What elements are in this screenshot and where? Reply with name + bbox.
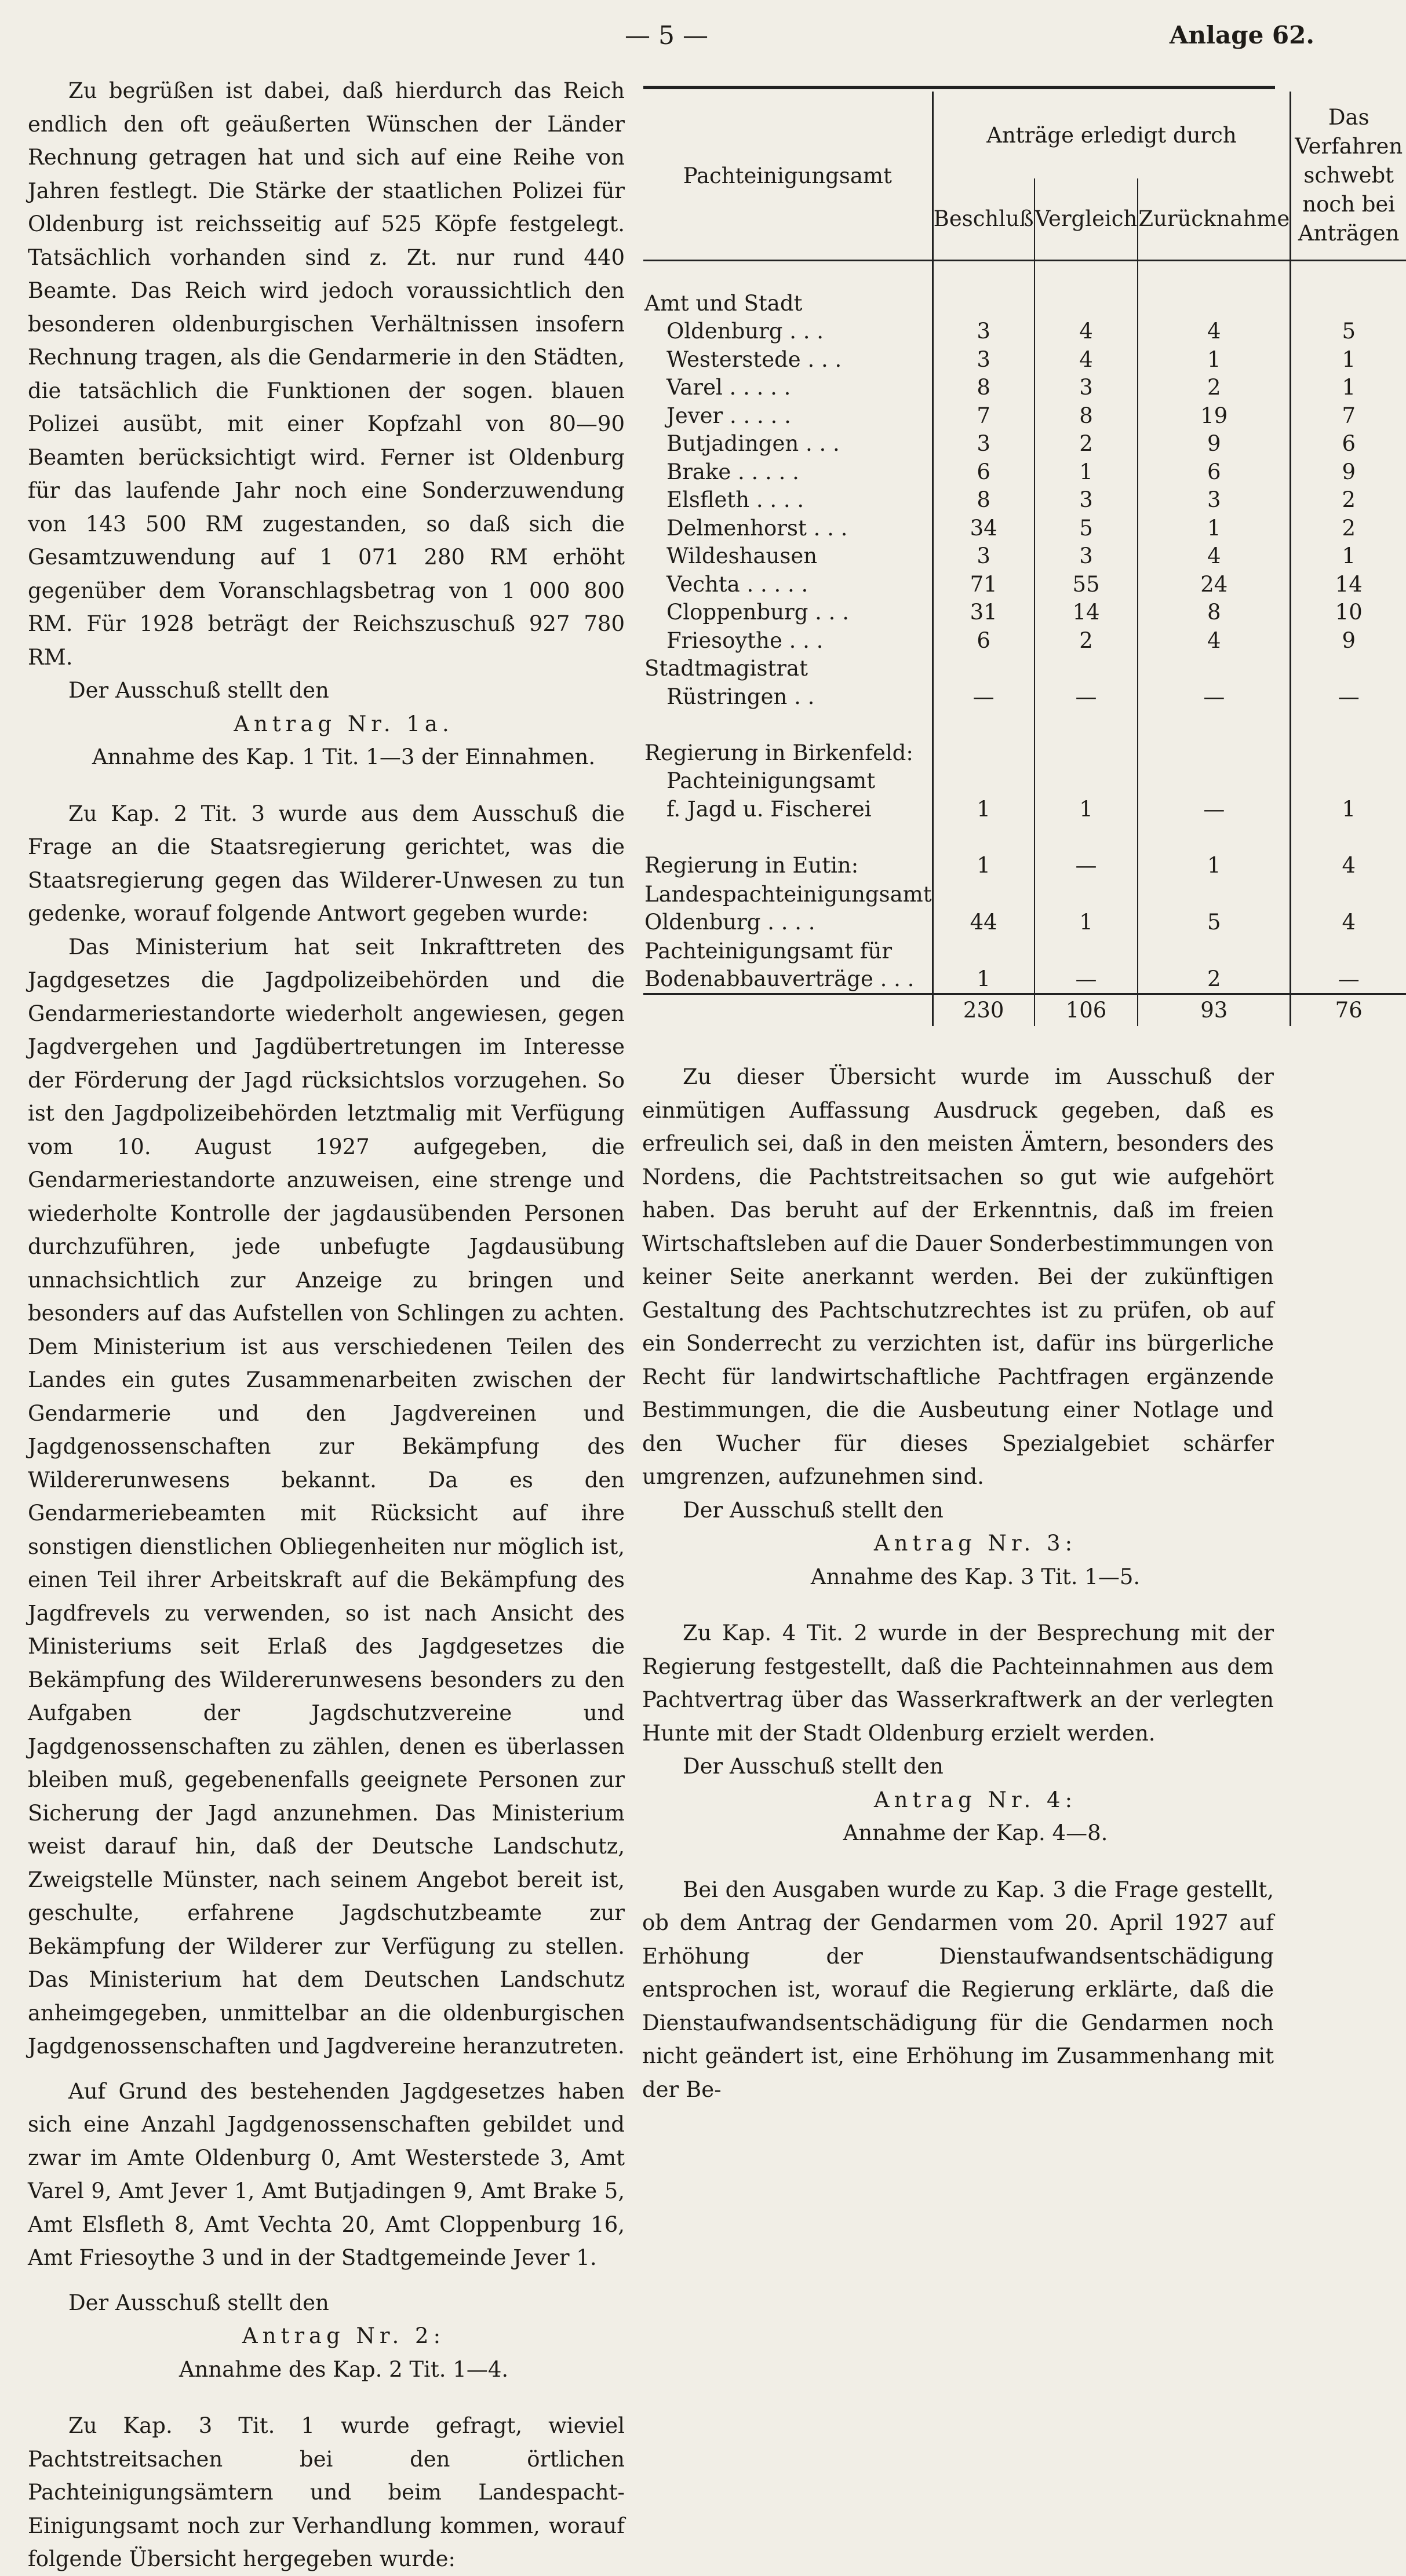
value-cell-beschluss: 6 — [933, 458, 1035, 487]
value-cell-schwebt: — — [1338, 684, 1360, 709]
value-cell-zurueck: 24 — [1138, 571, 1290, 599]
col-header-decision: Beschluß — [933, 178, 1035, 261]
value-cell-vergleich: 3 — [1035, 542, 1138, 571]
motion-3-title: Antrag Nr. 3: — [873, 1531, 1077, 1556]
paragraph-kap4: Zu Kap. 4 Tit. 2 wurde in der Besprechung mit der Regierung festgestellt, daß die Pachteinnahmen aus dem Pachtvertrag über das Wasserkraftwerk an der verlegten Hunte mit der Stadt Oldenburg erzielt werden. — [642, 1621, 1274, 1746]
col-header-withdrawal: Zurücknahme — [1138, 178, 1290, 261]
value-cell-schwebt — [1291, 655, 1406, 683]
value-cell-zurueck: 8 — [1138, 599, 1290, 627]
table-row — [643, 711, 1406, 739]
col-header-office: Pachteinigungsamt — [643, 92, 933, 261]
value-cell-zurueck — [1138, 711, 1290, 739]
motion-1a-title: Antrag Nr. 1a. — [234, 711, 454, 736]
value-cell-beschluss: 8 — [933, 374, 1035, 402]
office-name-cell: Pachteinigungsamt für Bodenabbauverträge . . . — [643, 936, 933, 994]
table-row — [643, 318, 1406, 346]
value-cell-zurueck — [1138, 290, 1290, 318]
value-cell-beschluss: 3 — [933, 542, 1035, 571]
table-row — [643, 515, 1406, 543]
value-cell-zurueck: 2 — [1138, 374, 1290, 402]
value-cell-beschluss: 8 — [933, 486, 1035, 515]
value-cell-vergleich: 1 — [1035, 458, 1138, 487]
value-cell-vergleich: 2 — [1035, 627, 1138, 655]
value-cell-beschluss: 1 — [933, 796, 1035, 824]
table-row — [643, 823, 1406, 852]
value-cell-vergleich: 14 — [1035, 599, 1138, 627]
paragraph-gendarmes-expenses: Bei den Ausgaben wurde zu Kap. 3 die Frage gestellt, ob dem Antrag der Gendarmen vom 20. April 1927 auf Erhöhung der Dienstaufwandsentschädigung entsprochen ist, worauf die Regierung erklärte, daß die Dienstaufwandsentschädigung für die Gendarmen noch nicht geändert ist, eine Erhöhung im Zusammenhang mit der Be- — [642, 1877, 1274, 2102]
value-cell-vergleich: 4 — [1035, 346, 1138, 374]
value-cell-schwebt: 1 — [1342, 375, 1356, 400]
value-cell-schwebt: 1 — [1342, 346, 1356, 372]
page-number: — 5 — — [625, 21, 708, 50]
value-cell-vergleich — [1035, 739, 1138, 768]
col-header-group: Anträge erledigt durch — [933, 92, 1291, 178]
value-cell-beschluss — [933, 767, 1035, 796]
total-schwebt: 76 — [1291, 994, 1406, 1027]
value-cell-zurueck: 2 — [1138, 936, 1290, 994]
office-name-cell: Amt und Stadt — [643, 290, 933, 318]
value-cell-vergleich: 1 — [1035, 880, 1138, 936]
value-cell-schwebt: 10 — [1335, 600, 1363, 625]
value-cell-vergleich: — — [1035, 852, 1138, 880]
table-row — [643, 796, 1406, 824]
value-cell-vergleich — [1035, 767, 1138, 796]
value-cell-zurueck — [1138, 739, 1290, 768]
value-cell-zurueck: 3 — [1138, 486, 1290, 515]
value-cell-beschluss — [933, 711, 1035, 739]
value-cell-vergleich: 3 — [1035, 486, 1138, 515]
total-vergleich: 106 — [1035, 994, 1138, 1027]
office-name-cell: Westerstede . . . — [643, 346, 933, 374]
value-cell-zurueck: 1 — [1138, 852, 1290, 880]
total-beschluss: 230 — [933, 994, 1035, 1027]
committee-motion-intro: Der Ausschuß stellt den — [68, 678, 329, 703]
office-name-cell: Oldenburg . . . — [643, 318, 933, 346]
table-row — [643, 542, 1406, 571]
table-row — [643, 880, 1406, 936]
office-name-cell: f. Jagd u. Fischerei — [643, 796, 933, 824]
right-column — [642, 1060, 1274, 2106]
paragraph-reich-funding: Zu begrüßen ist dabei, daß hierdurch das Reich endlich den oft geäußerten Wünschen der Länder Rechnung getragen hat und sich auf eine Reihe von Jahren festlegt. Die Stärke der staatlichen Polizei für Oldenburg ist reichsseitig auf 525 Köpfe festgelegt. Tatsächlich vorhanden sind z. Zt. nur rund 440 Beamte. Das Reich wird jedoch voraussichtlich den besonderen oldenburgischen Verhältnissen insofern Rechnung tragen, als die Gendarmerie in den Städten, die tatsächlich die Funktionen der sogen. blauen Polizei ausübt, mit einer Kopfzahl von 80—90 Beamten berücksichtigt wird. Ferner ist Oldenburg für das laufende Jahr noch eine Sonderzuwendung von 143 500 RM zugestanden, so daß sich die Gesamtzuwendung auf 1 071 280 RM erhöht gegenüber dem Voranschlagsbetrag von 1 000 800 RM. Für 1928 beträgt der Reichszuschuß 927 780 RM. — [28, 78, 625, 670]
office-name-cell: Landespachteinigungsamt Oldenburg . . . . — [643, 880, 933, 936]
value-cell-vergleich — [1035, 711, 1138, 739]
value-cell-vergleich: 2 — [1035, 430, 1138, 458]
office-name-cell: Stadtmagistrat — [643, 655, 933, 683]
office-name-cell — [643, 711, 933, 739]
table-row — [643, 936, 1406, 994]
paragraph-overview-comment: Zu dieser Übersicht wurde im Ausschuß der einmütigen Auffassung Ausdruck gegeben, daß es erfreulich sei, daß in den meisten Ämtern, besonders des Nordens, die Pachtstreitsachen so gut wie aufgehört haben. Das beruht auf der Erkenntnis, daß im freien Wirtschaftsleben auf die Dauer Sonderbestimmungen von keiner Seite anerkannt werden. Bei der zukünftigen Gestaltung des Pachtschutzrechtes ist zu prüfen, ob auf ein Sonderrecht zu verzichten ist, dafür ins bürgerliche Recht für landwirtschaftliche Pachtfragen ergänzende Bestimmungen, die die Ausbeutung einer Notlage und den Wucher für dieses Spezialgebiet schärfer umgrenzen, aufzunehmen sind. — [642, 1064, 1274, 1489]
value-cell-schwebt — [1291, 290, 1406, 318]
value-cell-beschluss: 7 — [933, 402, 1035, 430]
value-cell-zurueck: 6 — [1138, 458, 1290, 487]
value-cell-beschluss: 3 — [933, 346, 1035, 374]
value-cell-schwebt: 7 — [1342, 403, 1356, 428]
value-cell-schwebt: 1 — [1342, 796, 1356, 822]
paragraph-ministry-answer: Das Ministerium hat seit Inkrafttreten des Jagdgesetzes die Jagdpolizeibehörden und die Gendarmeriestandorte wiederholt angewiesen, gegen Jagdvergehen und Jagdübertretungen im Interesse der Förderung der Jagd rücksichtslos vorzugehen. So ist den Jagdpolizeibehörden letztmalig mit Verfügung vom 10. August 1927 aufgegeben, die Gendarmeriestandorte anzuweisen, eine strenge und wiederholte Kontrolle der jagdausübenden Personen durchzuführen, jede unbefugte Jagdausübung unnachsichtlich zur Anzeige zu bringen und besonders auf das Aufstellen von Schlingen zu achten. Dem Ministerium ist aus verschiedenen Teilen des Landes ein gutes Zusammenarbeiten zwischen der Gendarmerie und den Jagdvereinen und Jagdgenossenschaften zur Bekämpfung des Wildererunwesens bekannt. Da es den Gendarmeriebeamten mit Rücksicht auf ihre sonstigen dienstlichen Obliegenheiten nur möglich ist, einen Teil ihrer Arbeitskraft auf die Bekämpfung des Jagdfrevels zu verwenden, so ist nach Ansicht des Ministeriums seit Erlaß des Jagdgesetzes die Bekämpfung des Wildererunwesens besonders zu den Aufgaben der Jagdschutzvereine und Jagdgenossenschaften zu zählen, denen es überlassen bleiben muß, gegebenenfalls geeignete Personen zur Sicherung der Jagd anzunehmen. Das Ministerium weist darauf hin, daß der Deutsche Landschutz, Zweigstelle Münster, nach seinem Angebot bereit ist, geschulte, erfahrene Jagdschutzbeamte zur Bekämpfung der Wilderer zur Verfügung zu stellen. Das Ministerium hat dem Deutschen Landschutz anheimgegeben, unmittelbar an die oldenburgischen Jagdgenossenschaften und Jagdvereine heranzutreten. — [28, 934, 625, 2059]
value-cell-schwebt — [1291, 767, 1406, 796]
office-name-cell: Regierung in Eutin: — [643, 852, 933, 880]
value-cell-beschluss: 31 — [933, 599, 1035, 627]
value-cell-schwebt: 2 — [1342, 487, 1356, 512]
value-cell-schwebt — [1291, 711, 1406, 739]
office-name-cell: Varel . . . . . — [643, 374, 933, 402]
committee-motion-intro-2: Der Ausschuß stellt den — [68, 2290, 329, 2315]
table-row — [643, 655, 1406, 683]
value-cell-zurueck: 9 — [1138, 430, 1290, 458]
value-cell-beschluss — [933, 655, 1035, 683]
table-row — [643, 683, 1406, 711]
value-cell-vergleich — [1035, 823, 1138, 852]
value-cell-beschluss: 1 — [933, 852, 1035, 880]
motion-4-title: Antrag Nr. 4: — [873, 1787, 1077, 1812]
office-name-cell: Brake . . . . . — [643, 458, 933, 487]
office-name-cell: Wildeshausen — [643, 542, 933, 571]
committee-motion-intro-3: Der Ausschuß stellt den — [683, 1497, 944, 1523]
value-cell-zurueck: — — [1138, 796, 1290, 824]
table-row — [643, 346, 1406, 374]
value-cell-zurueck: 4 — [1138, 542, 1290, 571]
value-cell-vergleich: 3 — [1035, 374, 1138, 402]
value-cell-schwebt: — — [1338, 966, 1360, 991]
value-cell-zurueck — [1138, 655, 1290, 683]
value-cell-vergleich: — — [1035, 936, 1138, 994]
value-cell-beschluss: 71 — [933, 571, 1035, 599]
value-cell-zurueck: 4 — [1138, 318, 1290, 346]
value-cell-vergleich: 4 — [1035, 318, 1138, 346]
table-row — [643, 458, 1406, 487]
annex-label: Anlage 62. — [1169, 21, 1314, 49]
value-cell-vergleich: 8 — [1035, 402, 1138, 430]
office-name-cell — [643, 823, 933, 852]
table-row — [643, 739, 1406, 768]
value-cell-zurueck: 19 — [1138, 402, 1290, 430]
value-cell-vergleich — [1035, 290, 1138, 318]
value-cell-beschluss: 6 — [933, 627, 1035, 655]
value-cell-schwebt — [1291, 823, 1406, 852]
table-row — [643, 486, 1406, 515]
totals-label-cell — [643, 994, 933, 1027]
office-name-cell: Regierung in Birkenfeld: — [643, 739, 933, 768]
value-cell-schwebt: 5 — [1342, 319, 1356, 344]
value-cell-zurueck: 5 — [1138, 880, 1290, 936]
value-cell-vergleich: 55 — [1035, 571, 1138, 599]
value-cell-beschluss: 44 — [933, 880, 1035, 936]
value-cell-zurueck — [1138, 767, 1290, 796]
value-cell-beschluss — [933, 739, 1035, 768]
value-cell-schwebt: 1 — [1342, 543, 1356, 568]
table-row — [643, 627, 1406, 655]
paragraph-hunting-cooperatives: Auf Grund des bestehenden Jagdgesetzes haben sich eine Anzahl Jagdgenossenschaften gebildet und zwar im Amte Oldenburg 0, Amt Westerstede 3, Amt Varel 9, Amt Jever 1, Amt Butjadingen 9, Amt Brake 5, Amt Elsfleth 8, Amt Vechta 20, Amt Cloppenburg 16, Amt Friesoythe 3 und in der Stadtgemeinde Jever 1. — [28, 2078, 625, 2270]
table-row — [643, 852, 1406, 880]
office-name-cell: Elsfleth . . . . — [643, 486, 933, 515]
value-cell-beschluss: — — [933, 683, 1035, 711]
motion-2-text: Annahme des Kap. 2 Tit. 1—4. — [179, 2356, 509, 2382]
table-body — [643, 261, 1406, 1027]
office-name-cell: Butjadingen . . . — [643, 430, 933, 458]
lease-disputes-table — [643, 86, 1403, 1026]
value-cell-zurueck: — — [1138, 683, 1290, 711]
value-cell-schwebt — [1291, 739, 1406, 768]
value-cell-beschluss: 3 — [933, 318, 1035, 346]
value-cell-schwebt: 6 — [1342, 431, 1356, 456]
value-cell-schwebt: 9 — [1342, 627, 1356, 653]
motion-3-text: Annahme des Kap. 3 Tit. 1—5. — [810, 1564, 1141, 1589]
value-cell-schwebt: 2 — [1342, 515, 1356, 541]
paragraph-kap3-question: Zu Kap. 3 Tit. 1 wurde gefragt, wieviel Pachtstreitsachen bei den örtlichen Pachteinigungsämtern und beim Landespacht-Einigungsamt noch zur Verhandlung kommen, worauf folgende Übersicht hergegeben wurde: — [28, 2413, 625, 2571]
motion-4-text: Annahme der Kap. 4—8. — [843, 1820, 1108, 1845]
value-cell-beschluss — [933, 823, 1035, 852]
value-cell-schwebt: 14 — [1335, 571, 1363, 597]
left-column — [28, 74, 625, 2576]
table-row — [643, 290, 1406, 318]
value-cell-beschluss: 34 — [933, 515, 1035, 543]
value-cell-vergleich: 1 — [1035, 796, 1138, 824]
value-cell-beschluss: 1 — [933, 936, 1035, 994]
table-row — [643, 599, 1406, 627]
office-name-cell: Delmenhorst . . . — [643, 515, 933, 543]
paragraph-kap2-question: Zu Kap. 2 Tit. 3 wurde aus dem Ausschuß die Frage an die Staatsregierung gerichtet, was die Staatsregierung gegen das Wilderer-Unwesen zu tun gedenke, worauf folgende Antwort gegeben wurde: — [28, 801, 625, 926]
office-name-cell: Friesoythe . . . — [643, 627, 933, 655]
motion-1a-text: Annahme des Kap. 1 Tit. 1—3 der Einnahmen. — [92, 745, 596, 769]
value-cell-zurueck: 4 — [1138, 627, 1290, 655]
office-name-cell: Vechta . . . . . — [643, 571, 933, 599]
value-cell-vergleich: 5 — [1035, 515, 1138, 543]
value-cell-vergleich — [1035, 655, 1138, 683]
committee-motion-intro-4: Der Ausschuß stellt den — [683, 1754, 944, 1779]
col-header-pending: Das Verfahren schwebt noch bei Anträgen — [1291, 92, 1406, 261]
table-row — [643, 767, 1406, 796]
motion-2-title: Antrag Nr. 2: — [242, 2323, 446, 2348]
table-row — [643, 430, 1406, 458]
office-name-cell: Pachteinigungsamt — [643, 767, 933, 796]
table-row — [643, 374, 1406, 402]
value-cell-zurueck — [1138, 823, 1290, 852]
value-cell-beschluss — [933, 290, 1035, 318]
value-cell-beschluss: 3 — [933, 430, 1035, 458]
office-name-cell: Cloppenburg . . . — [643, 599, 933, 627]
value-cell-vergleich: — — [1035, 683, 1138, 711]
value-cell-zurueck: 1 — [1138, 515, 1290, 543]
table-row — [643, 402, 1406, 430]
office-name-cell: Rüstringen . . — [643, 683, 933, 711]
total-zurueck: 93 — [1138, 994, 1290, 1027]
office-name-cell: Jever . . . . . — [643, 402, 933, 430]
table-row — [643, 571, 1406, 599]
value-cell-schwebt: 9 — [1342, 459, 1356, 484]
totals-row — [643, 994, 1406, 1027]
value-cell-schwebt: 4 — [1342, 909, 1356, 935]
value-cell-schwebt: 4 — [1342, 852, 1356, 878]
col-header-settlement: Vergleich — [1035, 178, 1138, 261]
value-cell-zurueck: 1 — [1138, 346, 1290, 374]
